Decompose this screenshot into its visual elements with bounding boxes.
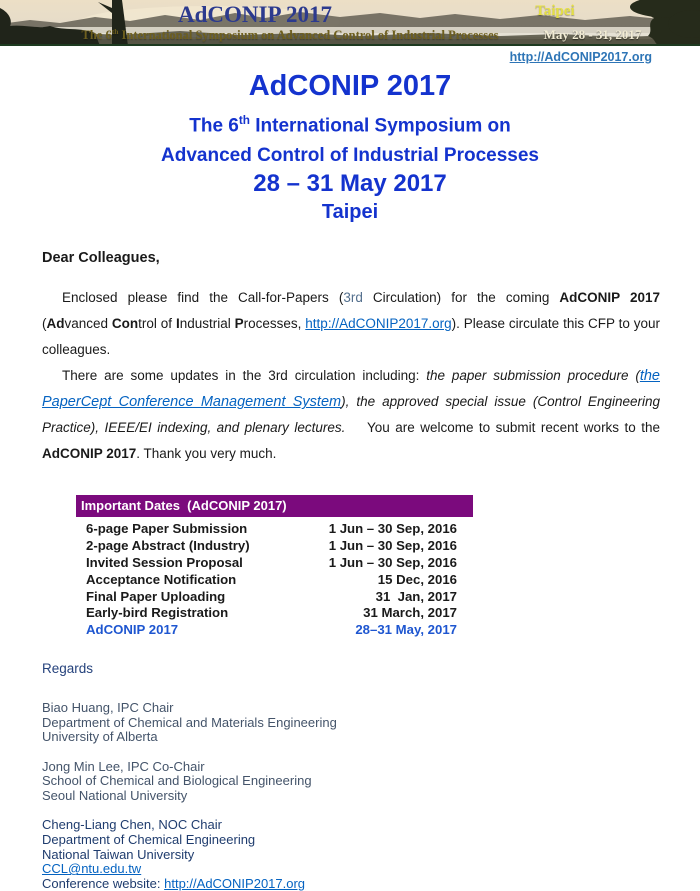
salutation: Dear Colleagues, <box>42 250 160 267</box>
conference-url-link[interactable]: http://AdCONIP2017.org <box>509 50 652 64</box>
circulation-number: 3rd <box>343 290 363 306</box>
important-dates-table <box>76 495 473 639</box>
email-link[interactable]: CCL@ntu.edu.tw <box>42 861 142 877</box>
date-heading: 28 – 31 May 2017 <box>253 170 447 198</box>
paragraph-2: There are some updates in the 3rd circulation including: the paper submission procedure (the PaperCept Conference Management System), the approved special issue (Control Engineering Practice), IEEE/EI indexing, and plenary lectures. You are welcome to submit recent works to the AdCONIP 2017. Thank you very much. <box>42 368 660 462</box>
table-row: 2-page Abstract (Industry) 1 Jun – 30 Sep, 2016 <box>86 538 457 554</box>
signature-university: University of Alberta <box>42 729 158 745</box>
website-link[interactable]: http://AdCONIP2017.org <box>164 875 306 891</box>
banner-title: AdCONIP 2017 <box>178 2 332 27</box>
banner-city: Taipei <box>535 3 575 19</box>
signature-department: School of Chemical and Biological Engineering <box>42 773 312 789</box>
banner-subtitle: The 6th International Symposium on Advanced Control of Industrial Processes <box>81 27 499 43</box>
table-row: Final Paper Uploading 31 Jan, 2017 <box>86 588 457 604</box>
signature-block-1 <box>42 701 700 745</box>
regards: Regards <box>42 660 94 676</box>
subtitle-line-1: The 6th International Symposium on <box>189 114 511 137</box>
website-line <box>42 877 700 891</box>
signature-name: Cheng-Liang Chen, NOC Chair <box>42 817 222 833</box>
signature-block-3 <box>42 818 700 891</box>
website-label: Conference website: <box>42 875 165 891</box>
paragraph-1: Enclosed please find the Call-for-Papers (3rd Circulation) for the coming AdCONIP 2017 (Advanced Control of Industrial Processes, http://AdCONIP2017.org). Please circulate this CFP to your colleagues. <box>42 290 660 358</box>
signature-university: Seoul National University <box>42 787 188 803</box>
title-block <box>0 70 700 224</box>
page-title: AdCONIP 2017 <box>248 70 452 102</box>
signature-name: Biao Huang, IPC Chair <box>42 699 174 715</box>
signature-department: Department of Chemical and Materials Engineering <box>42 714 337 730</box>
table-header: Important Dates (AdCONIP 2017) <box>76 495 473 517</box>
signature-name: Jong Min Lee, IPC Co-Chair <box>42 758 205 774</box>
table-row: Acceptance Notification 15 Dec, 2016 <box>86 571 457 587</box>
table-row: 6-page Paper Submission 1 Jun – 30 Sep, 2016 <box>86 521 457 537</box>
signature-department: Department of Chemical Engineering <box>42 832 256 848</box>
signature-university: National Taiwan University <box>42 846 195 862</box>
table-body <box>76 521 473 639</box>
top-link-row <box>0 46 700 65</box>
subtitle-line-2: Advanced Control of Industrial Processes <box>161 145 539 167</box>
signature-block-2 <box>42 760 700 804</box>
papercept-link[interactable]: the PaperCept Conference Management System <box>42 368 660 411</box>
conference-url-inline-link[interactable]: http://AdCONIP2017.org <box>305 316 452 332</box>
table-row: Invited Session Proposal 1 Jun – 30 Sep, 2016 <box>86 554 457 570</box>
header-banner-image <box>0 0 700 46</box>
city-heading: Taipei <box>321 201 379 224</box>
banner-dates: May 28 - 31, 2017 <box>543 27 642 42</box>
table-row-conference-dates: AdCONIP 2017 28–31 May, 2017 <box>86 622 457 638</box>
table-row: Early-bird Registration 31 March, 2017 <box>86 605 457 621</box>
